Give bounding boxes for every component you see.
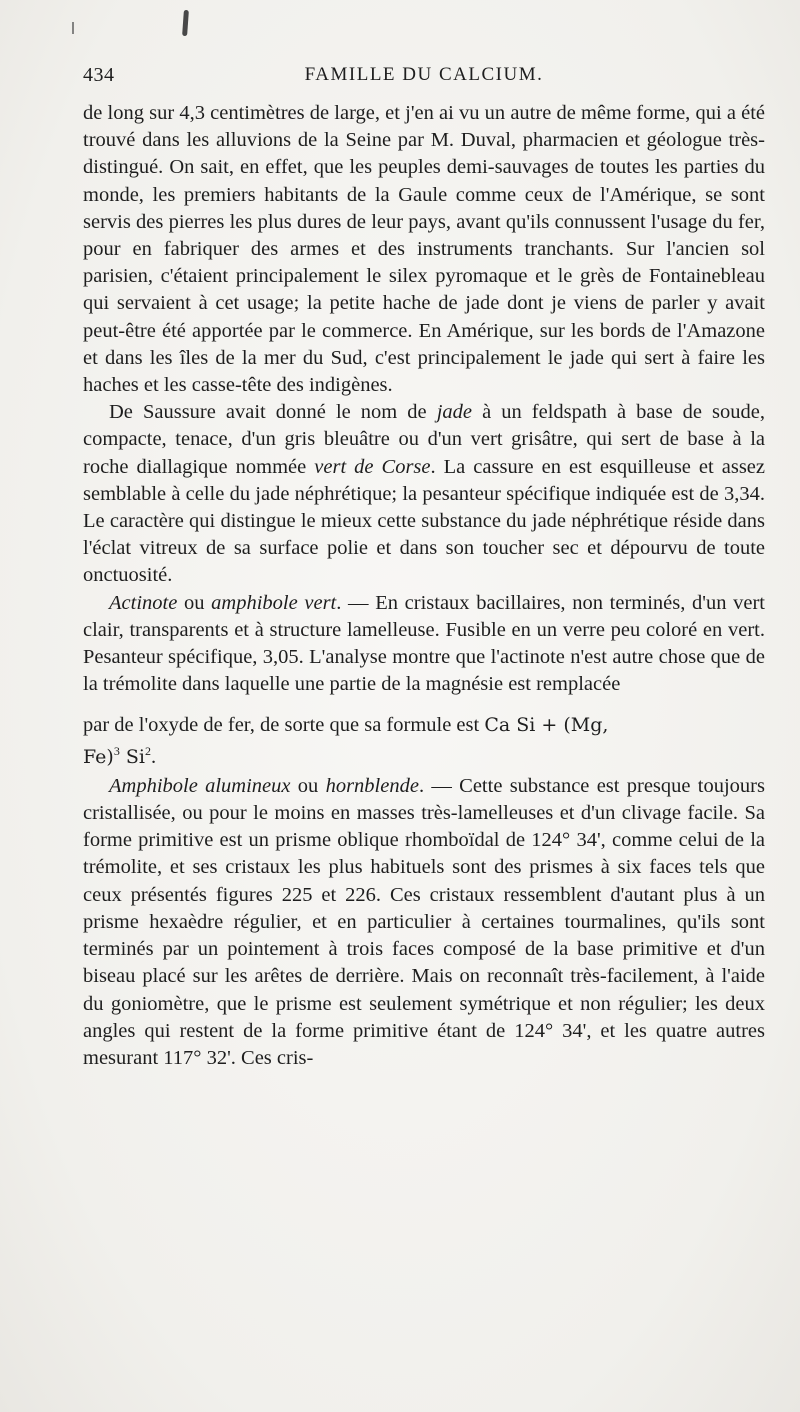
text-segment: par de l'oxyde de fer, de sorte que sa formule est: [83, 714, 480, 737]
formula-exponent: 2: [144, 743, 151, 758]
text-segment: à un feldspath à base de soude, compacte, tenace, d'un gris bleuâtre ou d'un vert grisâtre, qui sert de base à la roche diallagique nommée: [83, 401, 765, 478]
term-vert-de-corse: vert de Corse: [314, 455, 431, 478]
heading-actinote: Actinote: [109, 591, 178, 614]
text-segment: De Saussure avait donné le nom de: [109, 401, 437, 424]
chemical-formula-part: Fe): [83, 745, 114, 768]
scan-artifact-tick: [72, 22, 74, 34]
running-title: FAMILLE DU CALCIUM.: [304, 64, 544, 85]
text-segment: .: [150, 745, 157, 768]
formula-exponent: 3: [113, 743, 120, 758]
text-segment: . — Cette substance est presque toujours cristallisée, ou pour le moins en masses très-lamelleuses et d'un clivage facile. Sa forme primitive est un prisme oblique rhomboïdal de 124° 34', comme celui de la trémolite, et ses cristaux les plus habituels sont des prismes à six faces tels que ceux présentés figures 225 et 226. Ces cristaux ressemblent d'autant plus à un prisme hexaèdre régulier, et en particulier à certaines tourmalines, qu'ils sont terminés par un pointement à trois faces composé de la base primitive et d'un biseau placé sur les arêtes de derrière. Mais on reconnaît très-facilement, à l'aide du goniomètre, que le prisme est seulement symétrique et non régulier; les deux angles qui restent de la forme primitive étant de 124° 34', et les quatre autres mesurant 117° 32'. Ces cris-: [83, 774, 765, 1069]
chemical-formula: Ca Si + (Mg,: [484, 714, 609, 737]
paragraph-jade-continuation: de long sur 4,3 centimètres de large, et j'en ai vu un autre de même forme, qui a été trouvé dans les alluvions de la Seine par M. Duval, pharmacien et géologue très-distingué. On sait, en effet, que les peuples demi-sauvages de toutes les parties du monde, les premiers habitants de la Gaule comme ceux de l'Amérique, se sont servis des pierres les plus dures de leur pays, avant qu'ils connussent l'usage du fer, pour en fabriquer des armes et des instruments tranchants. Sur l'ancien sol parisien, c'étaient principalement le silex pyromaque et le grès de Fontainebleau qui servaient à cet usage; la petite hache de jade dont je viens de parler y avait peut-être été apportée par le commerce. En Amérique, sur les bords de l'Amazone et dans les îles de la mer du Sud, c'est principalement le jade qui sert à faire les haches et les casse-tête des indigènes.: [83, 102, 765, 397]
text-segment: ou: [177, 591, 212, 614]
text-segment: . La cassure en est esquilleuse et assez semblable à celle du jade néphrétique; la pesanteur spécifique indiquée est de 3,34. Le caractère qui distingue le mieux cette substance du jade néphrétique réside dans l'éclat vitreux de sa surface polie et dans son toucher sec et dépourvu de toute onctuosité.: [83, 455, 765, 587]
paragraph-hornblende: [83, 773, 765, 1072]
paragraph-actinote: [83, 590, 765, 699]
heading-amphibole-alumineux: Amphibole alumineux: [109, 774, 291, 797]
paragraph-de-saussure: [83, 399, 765, 589]
heading-hornblende: hornblende: [325, 774, 419, 797]
scan-artifact-mark: [182, 10, 189, 36]
chemical-formula-part: Si: [119, 745, 145, 768]
formula-continuation: [83, 744, 765, 771]
page-number: 434: [83, 64, 115, 86]
page-header: [83, 64, 765, 90]
text-segment: ou: [290, 774, 326, 797]
heading-amphibole-vert: amphibole vert: [211, 591, 337, 614]
term-jade: jade: [436, 401, 473, 424]
body-text: [83, 100, 765, 1072]
text-segment: . — En cristaux bacillaires, non terminés, d'un vert clair, transparents et à structure lamelleuse. Fusible en un verre peu coloré en vert. Pesanteur spécifique, 3,05. L'analyse montre que l'actinote n'est autre chose que de la trémolite dans laquelle une partie de la magnésie est remplacée: [83, 591, 766, 696]
formula-line: [83, 712, 765, 739]
